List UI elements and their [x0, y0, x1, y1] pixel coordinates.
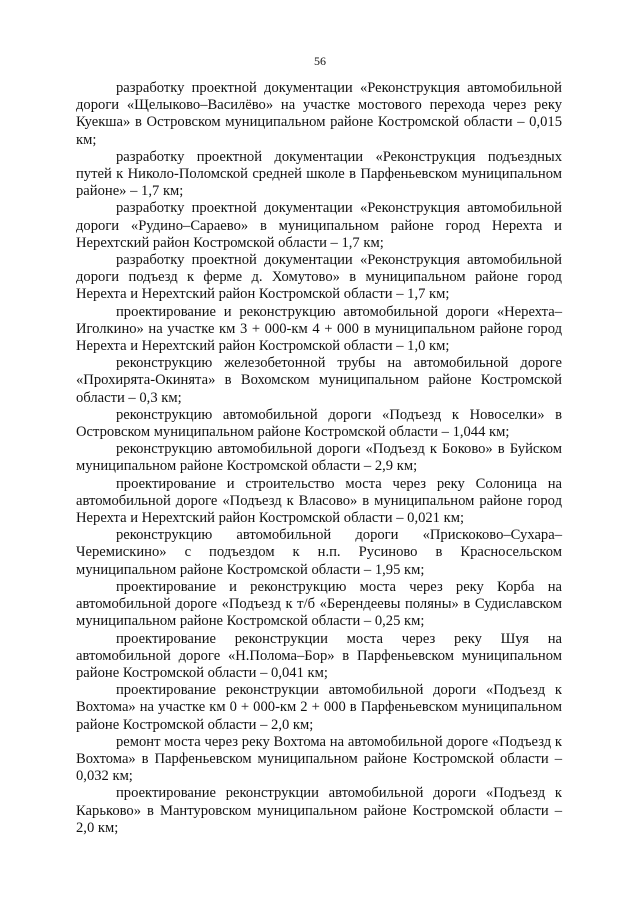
- paragraph: разработку проектной документации «Реконструкция автомобильной дороги подъезд к ферме д. Хомутово» в муниципальном районе город Нерехта и Нерехтский район Костромской области – 1,7 км;: [76, 252, 562, 303]
- paragraph: проектирование реконструкции автомобильной дороги «Подъезд к Вохтома» на участке км 0 + 000-км 2 + 000 в Парфеньевском муниципальном районе Костромской области – 2,0 км;: [76, 682, 562, 733]
- paragraph: реконструкцию автомобильной дороги «Подъезд к Новоселки» в Островском муниципальном районе Костромской области – 1,044 км;: [76, 406, 562, 441]
- paragraph: проектирование и реконструкцию моста через реку Корба на автомобильной дороге «Подъезд к т/б «Берендеевы поляны» в Судиславском муниципальном районе Костромской области – 0,25 км;: [76, 578, 562, 630]
- paragraph: реконструкцию автомобильной дороги «Прискоково–Сухара–Черемискино» с подъездом к н.п. Русиново в Красносельском муниципальном районе Костромской области – 1,95 км;: [76, 527, 562, 578]
- paragraph: проектирование реконструкции автомобильной дороги «Подъезд к Карьково» в Мантуровском муниципальном районе Костромской области – 2,0 км;: [76, 785, 562, 836]
- paragraph: ремонт моста через реку Вохтома на автомобильной дороге «Подъезд к Вохтома» в Парфеньевском муниципальном районе Костромской области – 0,032 км;: [76, 733, 562, 785]
- paragraph: проектирование и строительство моста через реку Солоница на автомобильной дороге «Подъезд к Власово» в муниципальном районе город Нерехта и Нерехтский район Костромской области – 0,021 км;: [76, 475, 562, 527]
- paragraph: разработку проектной документации «Реконструкция автомобильной дороги «Щелыково–Василёво» на участке мостового перехода через реку Куекша» в Островском муниципальном районе Костромской области – 0,015 км;: [76, 80, 562, 148]
- paragraph: проектирование и реконструкцию автомобильной дороги «Нерехта–Иголкино» на участке км 3 + 000-км 4 + 000 в муниципальном районе город Нерехта и Нерехтский район Костромской области – 1,0 км;: [76, 303, 562, 355]
- paragraph: реконструкцию железобетонной трубы на автомобильной дороге «Прохирята-Окинята» в Вохомском муниципальном районе Костромской области – 0,3 км;: [76, 355, 562, 406]
- paragraph: проектирование реконструкции моста через реку Шуя на автомобильной дороге «Н.Полома–Бор» в Парфеньевском муниципальном районе Костромской области – 0,041 км;: [76, 630, 562, 681]
- paragraph: реконструкцию автомобильной дороги «Подъезд к Боково» в Буйском муниципальном районе Костромской области – 2,9 км;: [76, 441, 562, 475]
- page-number: 56: [314, 54, 326, 68]
- paragraph: разработку проектной документации «Реконструкция подъездных путей к Николо-Поломской средней школе в Парфеньевском муниципальном районе» – 1,7 км;: [76, 148, 562, 200]
- paragraph: разработку проектной документации «Реконструкция автомобильной дороги «Рудино–Сараево» в муниципальном районе город Нерехта и Нерехтский район Костромской области – 1,7 км;: [76, 200, 562, 251]
- body-text: [76, 80, 562, 837]
